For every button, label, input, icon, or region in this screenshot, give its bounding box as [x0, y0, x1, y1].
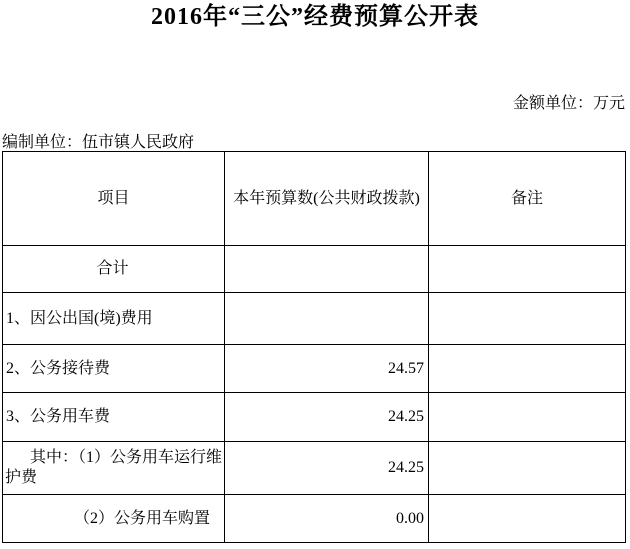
budget-cell: [225, 246, 429, 293]
table-row-vehicle-operation: [3, 442, 626, 495]
table-row-vehicle-purchase: [3, 495, 626, 543]
remark-cell: [429, 246, 626, 293]
budget-cell: 24.25: [225, 442, 429, 495]
remark-cell: [429, 495, 626, 543]
budget-cell: [225, 293, 429, 345]
remark-cell: [429, 345, 626, 393]
prepared-by-line: 编制单位：伍市镇人民政府: [2, 134, 195, 151]
table-row-abroad-expense: [3, 293, 626, 345]
table-row-vehicle-expense: [3, 393, 626, 442]
remark-cell: [429, 293, 626, 345]
budget-table: [2, 151, 626, 543]
col-header-item: 项目: [3, 152, 225, 246]
col-header-remark: 备注: [429, 152, 626, 246]
remark-cell: [429, 442, 626, 495]
item-cell: （2）公务用车购置: [3, 495, 225, 543]
item-cell: 其中：（1）公务用车运行维护费: [3, 442, 225, 495]
budget-cell: 24.57: [225, 345, 429, 393]
item-cell: 2、公务接待费: [3, 345, 225, 393]
amount-unit-note: 金额单位：万元: [512, 95, 625, 112]
col-header-budget: 本年预算数(公共财政拨款): [225, 152, 429, 246]
budget-cell: 0.00: [225, 495, 429, 543]
table-header-row: [3, 152, 626, 246]
table-row-reception-expense: [3, 345, 626, 393]
item-cell: 合计: [3, 246, 225, 293]
table-row-total: [3, 246, 626, 293]
remark-cell: [429, 393, 626, 442]
budget-cell: 24.25: [225, 393, 429, 442]
item-cell: 3、公务用车费: [3, 393, 225, 442]
item-cell: 1、因公出国(境)费用: [3, 293, 225, 345]
page-title: 2016年“三公”经费预算公开表: [151, 4, 479, 30]
